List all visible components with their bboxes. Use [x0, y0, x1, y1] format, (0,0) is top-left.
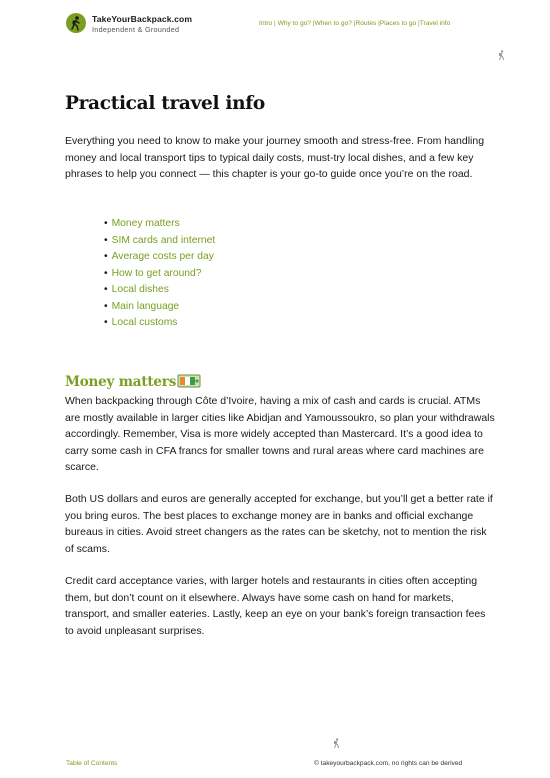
nav-separator: |	[272, 20, 278, 27]
toc-link-local-dishes[interactable]: Local dishes	[111, 284, 169, 295]
bullet: •	[104, 284, 108, 295]
page-header	[0, 0, 550, 50]
bullet: •	[104, 234, 108, 246]
bullet: •	[104, 267, 108, 279]
toc-item	[104, 249, 215, 266]
brand	[92, 14, 192, 34]
intro-paragraph: Everything you need to know to make your journey smooth and stress-free. From handling money and local transport tips to typical daily costs, must-try local dishes, and a few key phrases to help you connect — this chapter is your go-to guide once you’re on the road.	[65, 135, 485, 181]
hiker-icon	[497, 48, 506, 66]
section-heading: Money matters	[65, 374, 177, 390]
toc-link-main-language[interactable]: Main language	[111, 300, 180, 312]
nav-why-to-go[interactable]: Why to go?	[277, 20, 311, 27]
nav-separator: |	[310, 20, 315, 27]
toc-link-get-around[interactable]: How to get around?	[111, 267, 202, 279]
bullet: •	[104, 317, 108, 328]
nav-places-to-go[interactable]: Places to go	[379, 20, 417, 27]
toc-link-local-customs[interactable]: Local customs	[111, 317, 178, 328]
logo-icon[interactable]	[66, 13, 86, 33]
nav-separator: |	[376, 20, 380, 27]
copyright-notice: © takeyourbackpack.com, no rights can be derived	[314, 760, 463, 767]
toc-item	[104, 233, 215, 250]
bullet: •	[104, 251, 108, 262]
toc-item	[104, 282, 215, 299]
hiker-icon	[332, 736, 341, 754]
toc-link-average-costs[interactable]: Average costs per day	[111, 251, 214, 262]
nav-intro[interactable]: Intro	[259, 20, 273, 27]
paragraph-credit-cards: Credit card acceptance varies, with larger hotels and restaurants in cities often accepting them, but don’t count on it elsewhere. Always have some cash on hand for markets, transport, and smaller eateries. Lastly, keep an eye on your bank’s foreign transaction fees to avoid unpleasant surprises.	[65, 575, 486, 637]
nav-separator: |	[351, 20, 356, 27]
chapter-table-of-contents	[104, 216, 215, 332]
toc-link-money-matters[interactable]: Money matters	[111, 218, 180, 229]
toc-item	[104, 299, 215, 316]
nav-when-to-go[interactable]: When to go?	[314, 20, 352, 27]
toc-item	[104, 266, 215, 283]
top-navigation	[259, 20, 450, 27]
toc-link-sim-cards[interactable]: SIM cards and internet	[111, 234, 216, 246]
paragraph-exchange: Both US dollars and euros are generally accepted for exchange, but you’ll get a better rate if you bring euros. The best places to exchange money are in banks and official exchange bureaus in cities. Avoid street changers as the rates can be sketchy, not to mention the risk of scams.	[65, 493, 493, 555]
paragraph-cash-and-cards: When backpacking through Côte d’Ivoire, having a mix of cash and cards is crucial. ATMs are mostly available in larger cities like Abidjan and Yamoussoukro, so plan your withdrawals accordingly. Remember, Visa is more widely accepted than Mastercard. It’s a good idea to carry some cash in CFA francs for smaller towns and rural areas where card machines are scarce.	[65, 395, 495, 474]
nav-travel-info[interactable]: Travel info	[419, 20, 451, 27]
bullet: •	[104, 300, 108, 312]
brand-tagline: Independent & Grounded	[92, 25, 180, 34]
nav-routes[interactable]: Routes	[355, 20, 377, 27]
brand-name: TakeYourBackpack.com	[92, 14, 193, 24]
bullet: •	[104, 218, 108, 229]
toc-item	[104, 216, 215, 233]
banknote-flag-icon	[177, 374, 201, 388]
nav-separator: |	[416, 20, 420, 27]
page-title: Practical travel info	[65, 93, 265, 114]
toc-item	[104, 315, 215, 332]
table-of-contents-link[interactable]: Table of Contents	[66, 760, 118, 767]
